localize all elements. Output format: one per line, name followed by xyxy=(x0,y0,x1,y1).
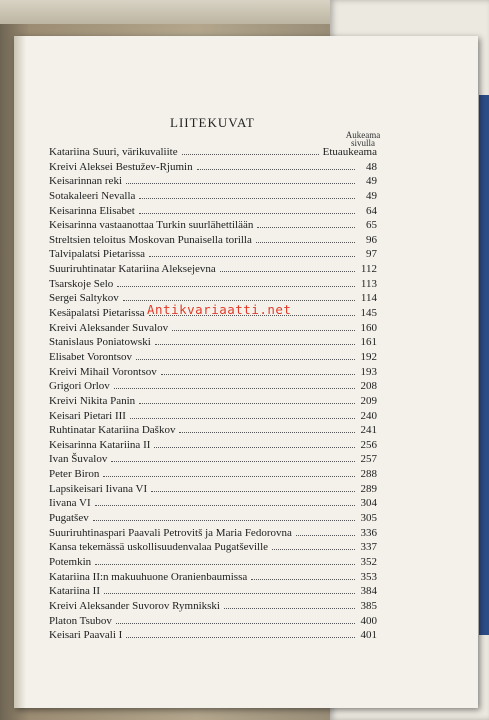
entry-title: Kreivi Mihail Vorontsov xyxy=(49,365,157,378)
entry-page: 256 xyxy=(360,438,377,451)
entry-title: Kreivi Aleksander Suvorov Rymnikski xyxy=(49,599,220,612)
blue-book-edge xyxy=(479,95,489,635)
list-item xyxy=(49,423,377,438)
entry-page: 160 xyxy=(360,321,377,334)
entry-title: Streltsien teloitus Moskovan Punaisella torilla xyxy=(49,233,252,246)
dot-leader xyxy=(123,291,355,301)
list-item xyxy=(49,584,377,599)
dot-leader xyxy=(139,394,355,404)
entry-title: Sotakaleeri Nevalla xyxy=(49,189,136,202)
entry-title: Kreivi Nikita Panin xyxy=(49,394,136,407)
entry-title: Elisabet Vorontsov xyxy=(49,350,133,363)
entry-page: 353 xyxy=(360,570,377,583)
list-item xyxy=(49,599,377,614)
entry-page: 112 xyxy=(360,263,377,276)
dot-leader xyxy=(151,482,355,492)
entry-title: Sergei Saltykov xyxy=(49,292,119,305)
entry-title: Talvipalatsi Pietarissa xyxy=(49,248,146,261)
entry-page: 114 xyxy=(360,292,377,305)
list-item xyxy=(49,555,377,570)
entry-page: 192 xyxy=(360,350,377,363)
entry-page: 48 xyxy=(366,160,377,173)
list-item xyxy=(49,145,377,160)
dot-leader xyxy=(103,467,355,477)
dot-leader xyxy=(93,511,355,521)
dot-leader xyxy=(224,599,355,609)
dot-leader xyxy=(155,335,355,345)
entry-page: 305 xyxy=(360,512,377,525)
dot-leader xyxy=(139,189,355,199)
entry-title: Kesäpalatsi Pietarissa xyxy=(49,307,145,320)
list-item xyxy=(49,409,377,424)
list-item xyxy=(49,350,377,365)
dot-leader xyxy=(220,262,355,272)
entry-page: 49 xyxy=(366,175,377,188)
entry-title: Katariina Suuri, värikuvaliite xyxy=(49,146,178,158)
entry-title: Iivana VI xyxy=(49,497,91,510)
dot-leader xyxy=(114,379,355,389)
list-item xyxy=(49,247,377,262)
list-item xyxy=(49,160,377,175)
dot-leader xyxy=(139,204,355,214)
entry-page: 288 xyxy=(360,468,377,481)
watermark-text: Antikvariaatti.net xyxy=(147,302,292,317)
list-item xyxy=(49,189,377,204)
list-item xyxy=(49,540,377,555)
entry-title: Lapsikeisari Iivana VI xyxy=(49,482,148,495)
list-item xyxy=(49,467,377,482)
dot-leader xyxy=(296,526,355,536)
entry-title: Katariina II xyxy=(49,585,100,598)
entry-title: Tsarskoje Selo xyxy=(49,277,114,290)
entry-title: Grigori Orlov xyxy=(49,380,110,393)
entry-page: 352 xyxy=(360,555,377,568)
entry-page: 65 xyxy=(366,219,377,232)
list-item xyxy=(49,204,377,219)
list-item xyxy=(49,511,377,526)
entry-page: 336 xyxy=(360,526,377,539)
list-item xyxy=(49,365,377,380)
entry-page: 289 xyxy=(360,482,377,495)
dot-leader xyxy=(95,555,355,565)
entry-page: 64 xyxy=(366,204,377,217)
entry-page: 96 xyxy=(366,233,377,246)
entry-page: 97 xyxy=(366,248,377,261)
dot-leader xyxy=(161,365,355,375)
list-item xyxy=(49,526,377,541)
dot-leader xyxy=(126,174,355,184)
entry-page: 384 xyxy=(360,585,377,598)
entry-title: Ivan Šuvalov xyxy=(49,453,108,466)
list-item xyxy=(49,452,377,467)
entry-page: 241 xyxy=(360,424,377,437)
list-item xyxy=(49,174,377,189)
dot-leader xyxy=(126,628,355,638)
entry-title: Suuriruhtinatar Katariina Aleksejevna xyxy=(49,263,216,276)
dot-leader xyxy=(256,233,355,243)
entry-title: Peter Biron xyxy=(49,468,100,481)
column-header-line-1: Aukeama xyxy=(345,130,381,140)
list-item xyxy=(49,277,377,292)
entry-page: 113 xyxy=(360,277,377,290)
dot-leader xyxy=(257,218,355,228)
list-item xyxy=(49,628,377,643)
entry-title: Kreivi Aleksei Bestužev-Rjumin xyxy=(49,160,193,173)
page-heading: LIITEKUVAT xyxy=(170,115,255,130)
entry-page: 400 xyxy=(360,614,377,627)
entry-title: Keisari Pietari III xyxy=(49,409,126,422)
illustration-list xyxy=(49,145,377,643)
entry-page: Etuaukeama xyxy=(322,146,377,158)
dot-leader xyxy=(154,438,355,448)
entry-title: Keisarinna vastaanottaa Turkin suurlähettilään xyxy=(49,219,254,232)
list-item xyxy=(49,233,377,248)
entry-title: Ruhtinatar Katariina Daškov xyxy=(49,424,176,437)
entry-page: 304 xyxy=(360,497,377,510)
dot-leader xyxy=(116,614,355,624)
entry-title: Kansa tekemässä uskollisuudenvalaa Pugatševille xyxy=(49,541,269,554)
entry-page: 145 xyxy=(360,307,377,320)
entry-page: 208 xyxy=(360,380,377,393)
dot-leader xyxy=(149,247,355,257)
list-item xyxy=(49,614,377,629)
entry-title: Potemkin xyxy=(49,555,92,568)
entry-title: Katariina II:n makuuhuone Oranienbaumissa xyxy=(49,570,248,583)
dot-leader xyxy=(111,452,355,462)
dot-leader xyxy=(172,321,355,331)
list-item xyxy=(49,262,377,277)
entry-title: Keisarinnan reki xyxy=(49,175,122,188)
dot-leader xyxy=(182,145,319,155)
entry-page: 240 xyxy=(360,409,377,422)
entry-page: 337 xyxy=(360,541,377,554)
list-item xyxy=(49,496,377,511)
dot-leader xyxy=(117,277,355,287)
list-item xyxy=(49,379,377,394)
entry-page: 49 xyxy=(366,189,377,202)
entry-page: 209 xyxy=(360,394,377,407)
dot-leader xyxy=(179,423,355,433)
list-item xyxy=(49,482,377,497)
entry-title: Platon Tsubov xyxy=(49,614,112,627)
list-item xyxy=(49,321,377,336)
entry-title: Kreivi Aleksander Suvalov xyxy=(49,321,169,334)
entry-title: Stanislaus Poniatowski xyxy=(49,336,151,349)
dot-leader xyxy=(136,350,355,360)
list-item xyxy=(49,394,377,409)
dot-leader xyxy=(251,570,355,580)
list-item xyxy=(49,570,377,585)
list-item xyxy=(49,218,377,233)
entry-title: Suuriruhtinaspari Paavali Petrovitš ja Maria Fedorovna xyxy=(49,526,292,539)
dot-leader xyxy=(272,540,355,550)
entry-page: 401 xyxy=(360,629,377,642)
dot-leader xyxy=(197,160,355,170)
entry-page: 385 xyxy=(360,599,377,612)
entry-title: Pugatšev xyxy=(49,512,89,525)
dot-leader xyxy=(95,496,355,506)
entry-page: 257 xyxy=(360,453,377,466)
list-item xyxy=(49,438,377,453)
dot-leader xyxy=(130,409,355,419)
list-item xyxy=(49,335,377,350)
entry-title: Keisarinna Katariina II xyxy=(49,438,151,451)
entry-page: 161 xyxy=(360,336,377,349)
entry-title: Keisarinna Elisabet xyxy=(49,204,135,217)
entry-page: 193 xyxy=(360,365,377,378)
dot-leader xyxy=(104,584,355,594)
column-header-line-2: sivulla xyxy=(351,138,375,148)
entry-title: Keisari Paavali I xyxy=(49,629,123,642)
